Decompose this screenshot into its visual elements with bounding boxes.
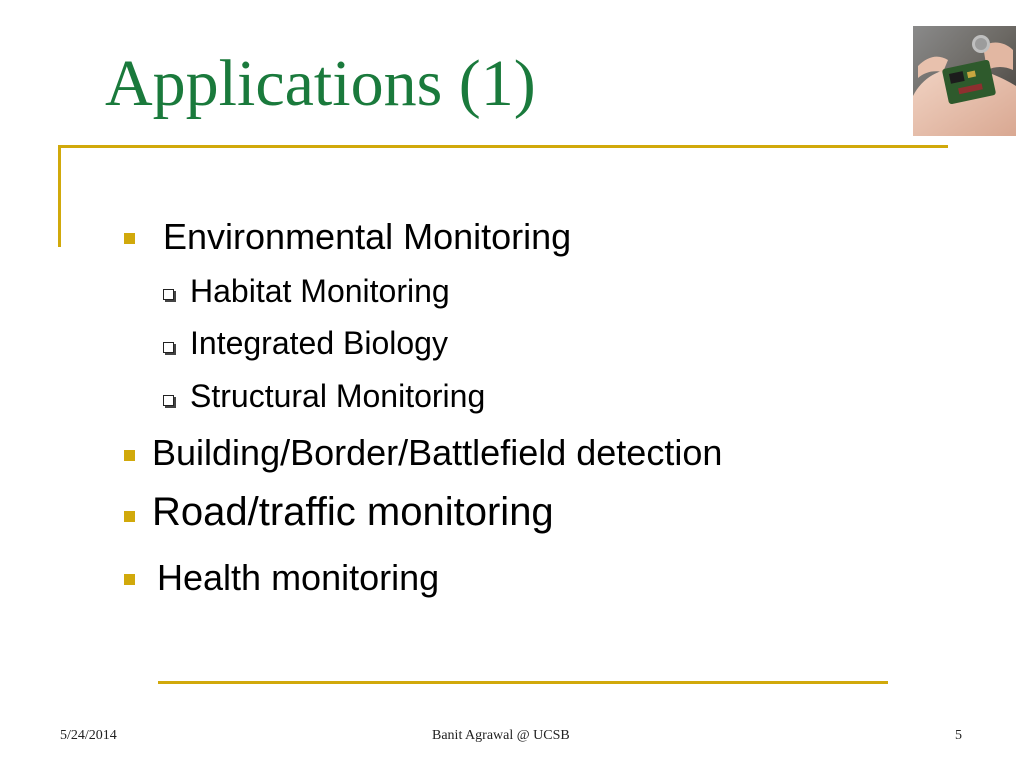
bullet-item: Building/Border/Battlefield detection [152,432,723,473]
sub-bullet-square-icon [163,342,174,353]
bullet-item: Health monitoring [157,557,440,598]
bullet-square-icon [124,511,135,522]
bullet-square-icon [124,450,135,461]
sensor-mote-image [913,26,1016,136]
sub-bullet-square-icon [163,289,174,300]
sub-bullet-item: Integrated Biology [190,325,448,361]
footer-author: Banit Agrawal @ UCSB [432,728,570,743]
bullet-square-icon [124,233,135,244]
top-rule [58,145,948,148]
sub-bullet-square-icon [163,395,174,406]
sub-bullet-item: Structural Monitoring [190,378,486,414]
bullet-item: Environmental Monitoring [163,216,572,257]
sub-bullet-item: Habitat Monitoring [190,273,450,309]
bottom-rule [158,681,888,684]
left-rule [58,145,61,247]
footer-page-number: 5 [955,728,962,743]
bullet-square-icon [124,574,135,585]
slide-title: Applications (1) [105,47,536,120]
bullet-item: Road/traffic monitoring [152,490,554,534]
sensor-mote-photo [913,26,1016,136]
footer-date: 5/24/2014 [60,728,117,743]
